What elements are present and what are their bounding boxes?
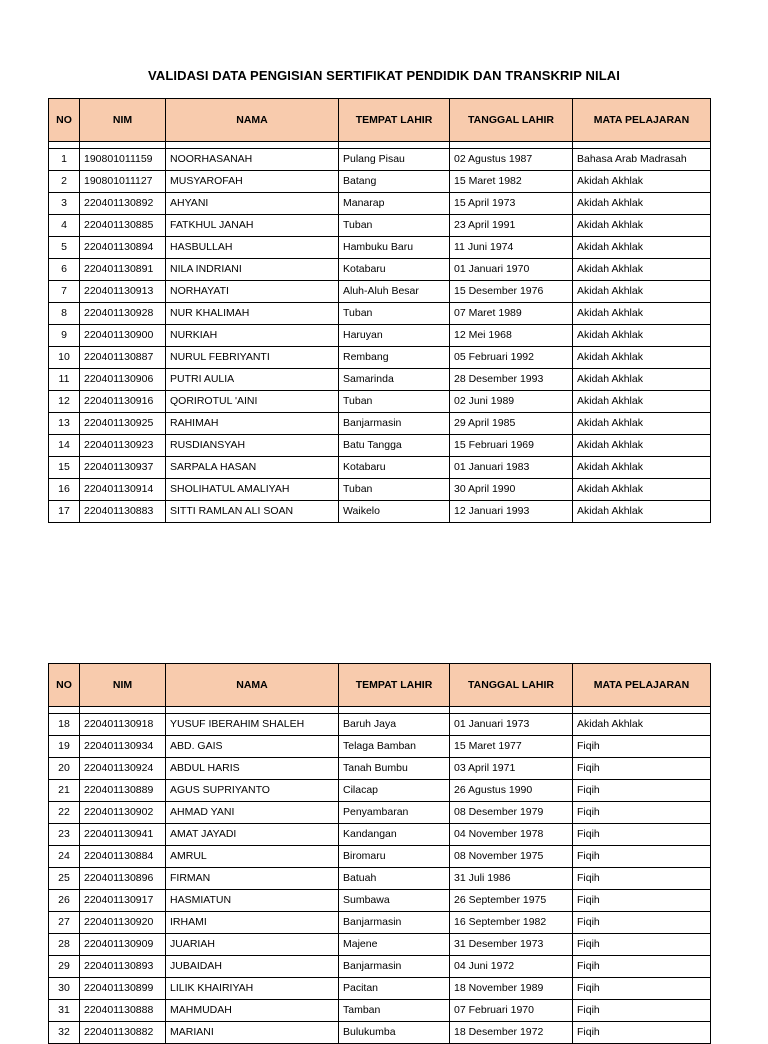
cell-tanggal-lahir: 04 Juni 1972 <box>450 956 573 978</box>
cell-nim: 220401130913 <box>80 281 166 303</box>
cell-tempat-lahir: Pulang Pisau <box>339 149 450 171</box>
cell-no: 22 <box>49 802 80 824</box>
cell-tanggal-lahir: 12 Januari 1993 <box>450 501 573 523</box>
header-tanggal-lahir: TANGGAL LAHIR <box>450 99 573 142</box>
table-header-row <box>49 99 711 142</box>
table-row <box>49 1000 711 1022</box>
cell-tempat-lahir: Tuban <box>339 303 450 325</box>
cell-mata-pelajaran: Akidah Akhlak <box>573 237 711 259</box>
cell-mata-pelajaran: Fiqih <box>573 956 711 978</box>
cell-tempat-lahir: Cilacap <box>339 780 450 802</box>
cell-no: 21 <box>49 780 80 802</box>
table-row <box>49 325 711 347</box>
cell-tempat-lahir: Telaga Bamban <box>339 736 450 758</box>
cell-no: 28 <box>49 934 80 956</box>
cell-nim: 220401130906 <box>80 369 166 391</box>
table-row <box>49 369 711 391</box>
header-no: NO <box>49 99 80 142</box>
cell-mata-pelajaran: Fiqih <box>573 978 711 1000</box>
spacer-cell <box>339 142 450 149</box>
cell-nim: 220401130920 <box>80 912 166 934</box>
table-row <box>49 824 711 846</box>
cell-nim: 220401130893 <box>80 956 166 978</box>
cell-tanggal-lahir: 08 Desember 1979 <box>450 802 573 824</box>
cell-mata-pelajaran: Akidah Akhlak <box>573 413 711 435</box>
table-row <box>49 802 711 824</box>
cell-no: 29 <box>49 956 80 978</box>
cell-no: 9 <box>49 325 80 347</box>
validation-table-1 <box>48 98 711 523</box>
table-row <box>49 501 711 523</box>
cell-mata-pelajaran: Akidah Akhlak <box>573 215 711 237</box>
header-tempat-lahir: TEMPAT LAHIR <box>339 99 450 142</box>
header-mata-pelajaran: MATA PELAJARAN <box>573 99 711 142</box>
cell-no: 13 <box>49 413 80 435</box>
cell-no: 1 <box>49 149 80 171</box>
cell-tempat-lahir: Banjarmasin <box>339 956 450 978</box>
table-row <box>49 780 711 802</box>
cell-tempat-lahir: Batu Tangga <box>339 435 450 457</box>
cell-no: 24 <box>49 846 80 868</box>
cell-nama: SHOLIHATUL AMALIYAH <box>166 479 339 501</box>
cell-tempat-lahir: Penyambaran <box>339 802 450 824</box>
spacer-cell <box>49 707 80 714</box>
cell-no: 6 <box>49 259 80 281</box>
cell-no: 11 <box>49 369 80 391</box>
cell-nim: 220401130918 <box>80 714 166 736</box>
cell-tempat-lahir: Rembang <box>339 347 450 369</box>
cell-mata-pelajaran: Fiqih <box>573 736 711 758</box>
table-row <box>49 347 711 369</box>
header-tempat-lahir: TEMPAT LAHIR <box>339 664 450 707</box>
cell-tanggal-lahir: 04 November 1978 <box>450 824 573 846</box>
cell-mata-pelajaran: Akidah Akhlak <box>573 325 711 347</box>
cell-mata-pelajaran: Akidah Akhlak <box>573 391 711 413</box>
cell-nama: JUBAIDAH <box>166 956 339 978</box>
spacer-cell <box>80 707 166 714</box>
cell-nama: SITTI RAMLAN ALI SOAN <box>166 501 339 523</box>
table-row <box>49 912 711 934</box>
cell-tanggal-lahir: 15 Maret 1982 <box>450 171 573 193</box>
cell-nama: ABDUL HARIS <box>166 758 339 780</box>
table-row <box>49 479 711 501</box>
cell-tanggal-lahir: 05 Februari 1992 <box>450 347 573 369</box>
cell-nim: 220401130941 <box>80 824 166 846</box>
cell-tanggal-lahir: 26 September 1975 <box>450 890 573 912</box>
cell-nama: AMRUL <box>166 846 339 868</box>
cell-tanggal-lahir: 01 Januari 1983 <box>450 457 573 479</box>
cell-tanggal-lahir: 11 Juni 1974 <box>450 237 573 259</box>
cell-nama: QORIROTUL 'AINI <box>166 391 339 413</box>
cell-mata-pelajaran: Akidah Akhlak <box>573 369 711 391</box>
cell-nama: AHYANI <box>166 193 339 215</box>
cell-tanggal-lahir: 31 Desember 1973 <box>450 934 573 956</box>
cell-tanggal-lahir: 26 Agustus 1990 <box>450 780 573 802</box>
cell-nim: 220401130888 <box>80 1000 166 1022</box>
cell-mata-pelajaran: Akidah Akhlak <box>573 303 711 325</box>
cell-nim: 220401130883 <box>80 501 166 523</box>
cell-tempat-lahir: Batang <box>339 171 450 193</box>
cell-tempat-lahir: Tanah Bumbu <box>339 758 450 780</box>
cell-mata-pelajaran: Fiqih <box>573 846 711 868</box>
cell-tempat-lahir: Tamban <box>339 1000 450 1022</box>
cell-no: 32 <box>49 1022 80 1044</box>
table-row <box>49 435 711 457</box>
cell-nim: 220401130885 <box>80 215 166 237</box>
cell-nim: 220401130902 <box>80 802 166 824</box>
cell-tempat-lahir: Waikelo <box>339 501 450 523</box>
cell-mata-pelajaran: Akidah Akhlak <box>573 457 711 479</box>
table-row <box>49 237 711 259</box>
cell-tempat-lahir: Batuah <box>339 868 450 890</box>
spacer-cell <box>166 142 339 149</box>
table-row <box>49 956 711 978</box>
spacer-cell <box>80 142 166 149</box>
cell-no: 30 <box>49 978 80 1000</box>
cell-tempat-lahir: Tuban <box>339 479 450 501</box>
cell-nama: NILA INDRIANI <box>166 259 339 281</box>
cell-nim: 220401130892 <box>80 193 166 215</box>
cell-no: 27 <box>49 912 80 934</box>
header-nama: NAMA <box>166 664 339 707</box>
cell-nama: PUTRI AULIA <box>166 369 339 391</box>
cell-nim: 190801011159 <box>80 149 166 171</box>
header-nama: NAMA <box>166 99 339 142</box>
cell-tanggal-lahir: 18 Desember 1972 <box>450 1022 573 1044</box>
cell-tempat-lahir: Tuban <box>339 391 450 413</box>
cell-no: 25 <box>49 868 80 890</box>
cell-tanggal-lahir: 30 April 1990 <box>450 479 573 501</box>
header-spacer-row <box>49 142 711 149</box>
cell-mata-pelajaran: Fiqih <box>573 1000 711 1022</box>
cell-nim: 220401130916 <box>80 391 166 413</box>
cell-mata-pelajaran: Fiqih <box>573 802 711 824</box>
spacer-cell <box>450 707 573 714</box>
table-row <box>49 868 711 890</box>
header-tanggal-lahir: TANGGAL LAHIR <box>450 664 573 707</box>
cell-no: 10 <box>49 347 80 369</box>
table-row <box>49 736 711 758</box>
cell-tempat-lahir: Hambuku Baru <box>339 237 450 259</box>
cell-nama: ABD. GAIS <box>166 736 339 758</box>
cell-nama: RAHIMAH <box>166 413 339 435</box>
cell-no: 8 <box>49 303 80 325</box>
cell-nama: JUARIAH <box>166 934 339 956</box>
cell-no: 4 <box>49 215 80 237</box>
cell-tanggal-lahir: 18 November 1989 <box>450 978 573 1000</box>
cell-nim: 220401130923 <box>80 435 166 457</box>
cell-mata-pelajaran: Fiqih <box>573 780 711 802</box>
cell-nim: 220401130909 <box>80 934 166 956</box>
cell-mata-pelajaran: Akidah Akhlak <box>573 501 711 523</box>
spacer-cell <box>166 707 339 714</box>
header-no: NO <box>49 664 80 707</box>
cell-tanggal-lahir: 07 Maret 1989 <box>450 303 573 325</box>
cell-mata-pelajaran: Bahasa Arab Madrasah <box>573 149 711 171</box>
cell-tempat-lahir: Sumbawa <box>339 890 450 912</box>
cell-nama: AGUS SUPRIYANTO <box>166 780 339 802</box>
cell-nim: 220401130899 <box>80 978 166 1000</box>
cell-nama: HASMIATUN <box>166 890 339 912</box>
cell-tempat-lahir: Bulukumba <box>339 1022 450 1044</box>
spacer-cell <box>573 142 711 149</box>
cell-no: 2 <box>49 171 80 193</box>
table-row <box>49 303 711 325</box>
cell-nim: 220401130937 <box>80 457 166 479</box>
cell-no: 31 <box>49 1000 80 1022</box>
cell-nama: NORHAYATI <box>166 281 339 303</box>
table-row <box>49 171 711 193</box>
cell-tempat-lahir: Pacitan <box>339 978 450 1000</box>
validation-table-2 <box>48 663 711 1044</box>
cell-mata-pelajaran: Akidah Akhlak <box>573 193 711 215</box>
cell-no: 16 <box>49 479 80 501</box>
cell-mata-pelajaran: Akidah Akhlak <box>573 259 711 281</box>
cell-tanggal-lahir: 03 April 1971 <box>450 758 573 780</box>
cell-tanggal-lahir: 28 Desember 1993 <box>450 369 573 391</box>
cell-tanggal-lahir: 15 Maret 1977 <box>450 736 573 758</box>
cell-nama: MARIANI <box>166 1022 339 1044</box>
cell-tempat-lahir: Samarinda <box>339 369 450 391</box>
spacer-cell <box>450 142 573 149</box>
table-row <box>49 457 711 479</box>
cell-mata-pelajaran: Akidah Akhlak <box>573 171 711 193</box>
table-row <box>49 978 711 1000</box>
cell-mata-pelajaran: Akidah Akhlak <box>573 281 711 303</box>
cell-no: 7 <box>49 281 80 303</box>
header-nim: NIM <box>80 99 166 142</box>
cell-nama: LILIK KHAIRIYAH <box>166 978 339 1000</box>
cell-tempat-lahir: Manarap <box>339 193 450 215</box>
cell-tanggal-lahir: 01 Januari 1973 <box>450 714 573 736</box>
cell-tempat-lahir: Baruh Jaya <box>339 714 450 736</box>
table-row <box>49 758 711 780</box>
table-row <box>49 413 711 435</box>
cell-nim: 220401130928 <box>80 303 166 325</box>
table-row <box>49 149 711 171</box>
cell-nim: 220401130914 <box>80 479 166 501</box>
cell-tanggal-lahir: 15 April 1973 <box>450 193 573 215</box>
cell-nama: HASBULLAH <box>166 237 339 259</box>
cell-tempat-lahir: Aluh-Aluh Besar <box>339 281 450 303</box>
cell-nama: AHMAD YANI <box>166 802 339 824</box>
cell-mata-pelajaran: Fiqih <box>573 890 711 912</box>
table-row <box>49 281 711 303</box>
cell-mata-pelajaran: Akidah Akhlak <box>573 347 711 369</box>
cell-tempat-lahir: Kotabaru <box>339 259 450 281</box>
cell-tempat-lahir: Tuban <box>339 215 450 237</box>
cell-tanggal-lahir: 16 September 1982 <box>450 912 573 934</box>
table-row <box>49 391 711 413</box>
cell-nama: RUSDIANSYAH <box>166 435 339 457</box>
cell-nim: 220401130917 <box>80 890 166 912</box>
cell-no: 26 <box>49 890 80 912</box>
cell-mata-pelajaran: Fiqih <box>573 912 711 934</box>
cell-tanggal-lahir: 02 Agustus 1987 <box>450 149 573 171</box>
header-spacer-row <box>49 707 711 714</box>
cell-mata-pelajaran: Fiqih <box>573 934 711 956</box>
cell-nama: FIRMAN <box>166 868 339 890</box>
cell-no: 23 <box>49 824 80 846</box>
cell-tempat-lahir: Banjarmasin <box>339 413 450 435</box>
cell-nama: YUSUF IBERAHIM SHALEH <box>166 714 339 736</box>
cell-nim: 220401130889 <box>80 780 166 802</box>
cell-mata-pelajaran: Akidah Akhlak <box>573 714 711 736</box>
cell-nim: 220401130900 <box>80 325 166 347</box>
cell-nim: 220401130925 <box>80 413 166 435</box>
cell-nama: AMAT JAYADI <box>166 824 339 846</box>
cell-no: 5 <box>49 237 80 259</box>
cell-tanggal-lahir: 15 Februari 1969 <box>450 435 573 457</box>
cell-nama: NURKIAH <box>166 325 339 347</box>
table-row <box>49 1022 711 1044</box>
cell-no: 20 <box>49 758 80 780</box>
header-nim: NIM <box>80 664 166 707</box>
cell-no: 15 <box>49 457 80 479</box>
table-row <box>49 193 711 215</box>
cell-tanggal-lahir: 29 April 1985 <box>450 413 573 435</box>
cell-mata-pelajaran: Fiqih <box>573 868 711 890</box>
cell-no: 12 <box>49 391 80 413</box>
cell-tempat-lahir: Biromaru <box>339 846 450 868</box>
cell-nama: NUR KHALIMAH <box>166 303 339 325</box>
cell-tanggal-lahir: 01 Januari 1970 <box>450 259 573 281</box>
cell-tanggal-lahir: 31 Juli 1986 <box>450 868 573 890</box>
cell-mata-pelajaran: Akidah Akhlak <box>573 435 711 457</box>
cell-tanggal-lahir: 02 Juni 1989 <box>450 391 573 413</box>
table-row <box>49 846 711 868</box>
spacer-cell <box>573 707 711 714</box>
cell-no: 3 <box>49 193 80 215</box>
cell-nim: 220401130924 <box>80 758 166 780</box>
table-row <box>49 934 711 956</box>
cell-nim: 220401130882 <box>80 1022 166 1044</box>
cell-nim: 220401130934 <box>80 736 166 758</box>
cell-nim: 220401130887 <box>80 347 166 369</box>
cell-nama: MUSYAROFAH <box>166 171 339 193</box>
table-header-row <box>49 664 711 707</box>
table-row <box>49 259 711 281</box>
cell-nim: 190801011127 <box>80 171 166 193</box>
cell-tempat-lahir: Banjarmasin <box>339 912 450 934</box>
cell-nama: NURUL FEBRIYANTI <box>166 347 339 369</box>
cell-tanggal-lahir: 12 Mei 1968 <box>450 325 573 347</box>
cell-nama: IRHAMI <box>166 912 339 934</box>
cell-nama: FATKHUL JANAH <box>166 215 339 237</box>
cell-mata-pelajaran: Fiqih <box>573 824 711 846</box>
cell-tanggal-lahir: 15 Desember 1976 <box>450 281 573 303</box>
cell-no: 18 <box>49 714 80 736</box>
cell-nim: 220401130891 <box>80 259 166 281</box>
cell-tempat-lahir: Haruyan <box>339 325 450 347</box>
cell-nama: NOORHASANAH <box>166 149 339 171</box>
cell-no: 14 <box>49 435 80 457</box>
table-row <box>49 890 711 912</box>
cell-nim: 220401130894 <box>80 237 166 259</box>
cell-mata-pelajaran: Akidah Akhlak <box>573 479 711 501</box>
spacer-cell <box>339 707 450 714</box>
cell-nama: SARPALA HASAN <box>166 457 339 479</box>
cell-tanggal-lahir: 23 April 1991 <box>450 215 573 237</box>
spacer-cell <box>49 142 80 149</box>
cell-tanggal-lahir: 08 November 1975 <box>450 846 573 868</box>
cell-mata-pelajaran: Fiqih <box>573 1022 711 1044</box>
table-row <box>49 215 711 237</box>
cell-nim: 220401130884 <box>80 846 166 868</box>
cell-mata-pelajaran: Fiqih <box>573 758 711 780</box>
cell-tempat-lahir: Kandangan <box>339 824 450 846</box>
header-mata-pelajaran: MATA PELAJARAN <box>573 664 711 707</box>
cell-tempat-lahir: Kotabaru <box>339 457 450 479</box>
cell-nim: 220401130896 <box>80 868 166 890</box>
document-title: VALIDASI DATA PENGISIAN SERTIFIKAT PENDIDIK DAN TRANSKRIP NILAI <box>148 68 620 83</box>
cell-no: 19 <box>49 736 80 758</box>
cell-tempat-lahir: Majene <box>339 934 450 956</box>
cell-tanggal-lahir: 07 Februari 1970 <box>450 1000 573 1022</box>
cell-nama: MAHMUDAH <box>166 1000 339 1022</box>
cell-no: 17 <box>49 501 80 523</box>
table-row <box>49 714 711 736</box>
